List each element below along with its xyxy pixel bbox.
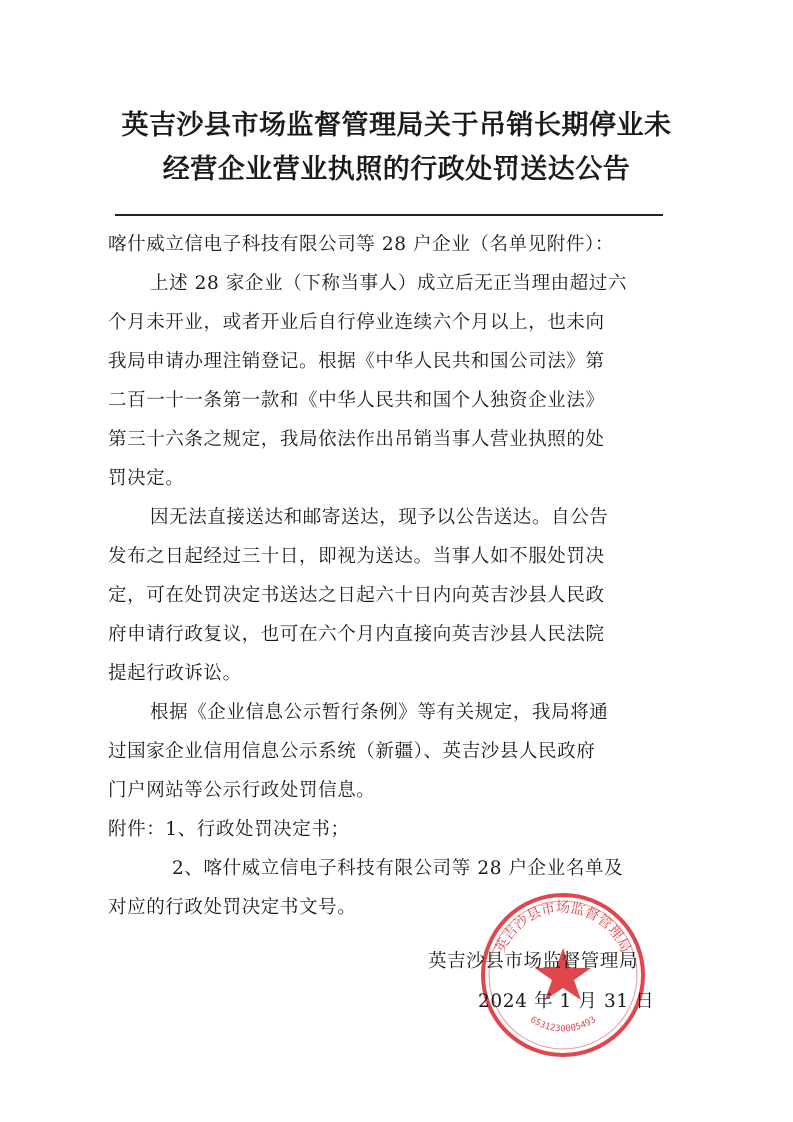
paragraph-1-line: 罚决定。 [108,468,185,489]
paragraph-1-line: 个月未开业，或者开业后自行停业连续六个月以上，也未向 [108,312,605,333]
paragraph-1-line: 我局申请办理注销登记。根据《中华人民共和国公司法》第 [108,351,605,372]
document-title-line2: 经营企业营业执照的行政处罚送达公告 [162,154,631,185]
attachment-2-line2: 对应的行政处罚决定书文号。 [108,897,357,918]
issuer: 英吉沙县市场监督管理局 [428,951,639,972]
paragraph-2-line: 提起行政诉讼。 [108,663,242,684]
paragraph-2-line: 发布之日起经过三十日，即视为送达。当事人如不服处罚决 [108,546,605,567]
paragraph-3-line: 过国家企业信用信息公示系统（新疆）、英吉沙县人民政府 [108,741,596,762]
paragraph-3-line: 门户网站等公示行政处罚信息。 [108,780,376,801]
paragraph-1-line: 二百一十一条第一款和《中华人民共和国个人独资企业法》 [108,390,605,411]
issue-date: 2024 年 1 月 31 日 [478,991,655,1012]
document-title-line1: 英吉沙县市场监督管理局关于吊销长期停业未 [121,110,672,141]
paragraph-2-line: 府申请行政复议，也可在六个月内直接向英吉沙县人民法院 [108,624,605,645]
title-divider [115,214,663,216]
paragraph-1-line: 第三十六条之规定，我局依法作出吊销当事人营业执照的处 [108,429,605,450]
attachment-2-line1: 2、喀什威立信电子科技有限公司等 28 户企业名单及 [172,858,624,879]
paragraph-3-line: 根据《企业信息公示暂行条例》等有关规定，我局将通 [150,702,609,723]
seal-number: 6531230005493 [528,1015,598,1035]
paragraph-1-line: 上述 28 家企业（下称当事人）成立后无正当理由超过六 [150,273,628,294]
paragraph-2-line: 因无法直接送达和邮寄送达，现予以公告送达。自公告 [150,507,609,528]
seal-text: 英吉沙县市场监督管理局 [492,900,634,956]
attachment-1: 附件：1、行政处罚决定书； [108,819,350,840]
paragraph-2-line: 定，可在处罚决定书送达之日起六十日内向英吉沙县人民政 [108,585,605,606]
addressee: 喀什威立信电子科技有限公司等 28 户企业（名单见附件）： [108,234,614,255]
